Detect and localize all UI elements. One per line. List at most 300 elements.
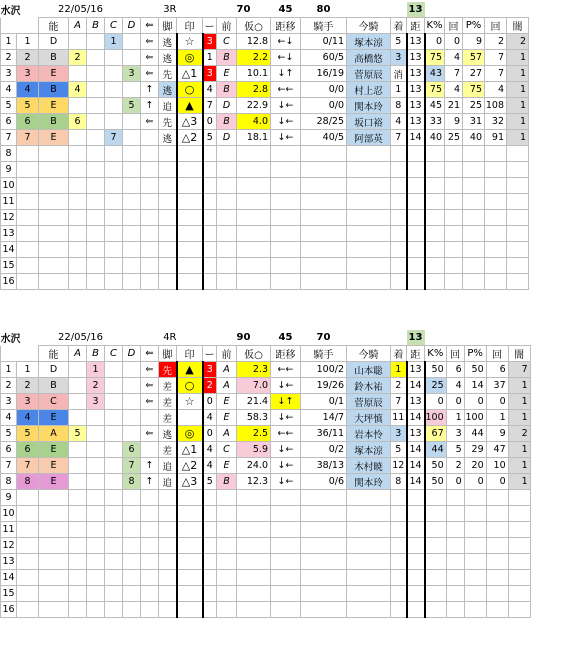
empty-cell (271, 554, 301, 570)
waku-number: 5 (17, 426, 39, 442)
k-count: 2 (446, 458, 464, 474)
empty-cell (425, 146, 445, 162)
p-count: 7 (485, 50, 507, 66)
empty-cell (507, 178, 529, 194)
empty-cell (217, 490, 237, 506)
empty-cell (87, 146, 105, 162)
empty-cell (347, 194, 391, 210)
empty-cell (425, 162, 445, 178)
jockey-stats: 40/5 (301, 130, 347, 146)
dark-index: 1 (508, 474, 530, 490)
horse-number: 3 (1, 66, 17, 82)
empty-cell (347, 162, 391, 178)
rank-d: 6 (123, 442, 141, 458)
rank-c (105, 394, 123, 410)
column-header: 回 (485, 18, 507, 34)
empty-cell (105, 570, 123, 586)
column-header: 回 (445, 18, 463, 34)
empty-cell (237, 274, 271, 290)
position-value: 4 (203, 82, 217, 98)
dark-index: 1 (508, 378, 530, 394)
empty-cell (347, 490, 391, 506)
finish-position: 5 (391, 442, 407, 458)
ability-rank: A (39, 426, 69, 442)
distance: 14 (407, 442, 425, 458)
k-percent: 33 (425, 114, 445, 130)
empty-cell (271, 538, 301, 554)
empty-cell (159, 586, 177, 602)
p-percent: 29 (464, 442, 486, 458)
horse-number: 9 (1, 490, 17, 506)
empty-cell (391, 194, 407, 210)
empty-cell (301, 242, 347, 258)
k-count: 25 (445, 130, 463, 146)
prediction-mark: ▲ (177, 362, 203, 378)
table-row (1, 442, 531, 458)
empty-cell (141, 226, 159, 242)
k-percent: 100 (425, 410, 447, 426)
empty-cell (486, 538, 508, 554)
distance-change: ←← (271, 362, 301, 378)
rank-a (69, 362, 87, 378)
jockey-stats: 0/6 (301, 474, 347, 490)
move-arrow (141, 442, 159, 458)
move-arrow: ⇐ (141, 394, 159, 410)
empty-cell (17, 162, 39, 178)
horse-number: 4 (1, 82, 17, 98)
horse-number: 10 (1, 178, 17, 194)
running-style: 差 (159, 394, 177, 410)
empty-cell (407, 554, 425, 570)
table-row (1, 570, 531, 586)
top-number-1: 90 (236, 332, 251, 343)
empty-cell (407, 178, 425, 194)
distance: 14 (407, 474, 425, 490)
empty-cell (301, 258, 347, 274)
rank-b: 1 (87, 362, 105, 378)
empty-cell (87, 506, 105, 522)
distance: 14 (407, 410, 425, 426)
move-arrow: ⇐ (141, 114, 159, 130)
empty-cell (203, 242, 217, 258)
empty-cell (123, 602, 141, 618)
empty-cell (445, 258, 463, 274)
position-value: 7 (203, 98, 217, 114)
race-3r-table (0, 2, 529, 290)
empty-cell (237, 226, 271, 242)
empty-cell (203, 146, 217, 162)
column-header: ⇐ (141, 18, 159, 34)
spacer (177, 2, 203, 18)
venue-title: 水沢 (0, 334, 21, 346)
k-count: 3 (446, 426, 464, 442)
empty-cell (87, 178, 105, 194)
empty-cell (39, 178, 69, 194)
empty-cell (141, 258, 159, 274)
column-header: A (69, 346, 87, 362)
jockey-name: 坂口裕 (347, 114, 391, 130)
table-row (1, 98, 529, 114)
distance-change: ←↓ (271, 50, 301, 66)
empty-cell (123, 506, 141, 522)
prediction-mark: ◎ (177, 426, 203, 442)
jockey-stats: 0/2 (301, 442, 347, 458)
column-header: 闇 (507, 18, 529, 34)
empty-cell (237, 146, 271, 162)
empty-cell (217, 242, 237, 258)
horse-number: 4 (1, 410, 17, 426)
distance-change: ↓← (271, 114, 301, 130)
empty-cell (69, 522, 87, 538)
empty-cell (159, 162, 177, 178)
empty-cell (17, 570, 39, 586)
rank-d: 7 (123, 458, 141, 474)
empty-cell (105, 554, 123, 570)
move-arrow: ⇐ (141, 362, 159, 378)
top-number-2: 45 (278, 4, 293, 15)
empty-cell (271, 570, 301, 586)
empty-cell (69, 178, 87, 194)
empty-cell (203, 570, 217, 586)
p-percent: 40 (463, 130, 485, 146)
previous-rank: D (217, 130, 237, 146)
column-header: D (123, 346, 141, 362)
column-header: K% (425, 18, 445, 34)
k-percent: 0 (425, 394, 447, 410)
empty-cell (301, 506, 347, 522)
column-header: 能 (39, 346, 69, 362)
horse-number: 16 (1, 602, 17, 618)
column-header: ⇐ (141, 346, 159, 362)
empty-cell (237, 162, 271, 178)
empty-cell (271, 194, 301, 210)
k-count: 4 (445, 50, 463, 66)
p-count: 7 (485, 66, 507, 82)
jockey-name: 高橋悠 (347, 50, 391, 66)
empty-cell (39, 602, 69, 618)
empty-cell (271, 210, 301, 226)
rank-b (87, 410, 105, 426)
column-header: 脚 (159, 346, 177, 362)
tentative-odds: 18.1 (237, 130, 271, 146)
tentative-odds: 12.3 (237, 474, 271, 490)
column-header: 今騎 (347, 18, 391, 34)
previous-rank: E (217, 458, 237, 474)
k-percent: 50 (425, 458, 447, 474)
tentative-odds: 24.0 (237, 458, 271, 474)
empty-cell (425, 258, 445, 274)
empty-cell (391, 538, 407, 554)
distance: 13 (407, 394, 425, 410)
empty-cell (445, 194, 463, 210)
column-header: 距 (407, 18, 425, 34)
empty-cell (39, 242, 69, 258)
p-percent: 75 (463, 82, 485, 98)
horse-number: 3 (1, 394, 17, 410)
rank-a (69, 34, 87, 50)
empty-cell (407, 522, 425, 538)
empty-cell (123, 210, 141, 226)
empty-cell (391, 162, 407, 178)
empty-cell (301, 162, 347, 178)
prediction-mark: △1 (177, 442, 203, 458)
dark-index: 1 (507, 50, 529, 66)
dark-index: 1 (507, 66, 529, 82)
finish-position: 7 (391, 130, 407, 146)
empty-cell (347, 226, 391, 242)
empty-cell (87, 522, 105, 538)
empty-cell (391, 274, 407, 290)
tentative-odds: 7.0 (237, 378, 271, 394)
jockey-name: 塚本涼 (347, 442, 391, 458)
empty-cell (301, 490, 347, 506)
rank-d (123, 82, 141, 98)
race-date: 22/05/16 (58, 332, 103, 343)
empty-cell (271, 178, 301, 194)
empty-cell (87, 274, 105, 290)
finish-position: 12 (391, 458, 407, 474)
column-header: 前 (217, 346, 237, 362)
column-header: 印 (177, 18, 203, 34)
k-count: 6 (446, 362, 464, 378)
empty-cell (301, 194, 347, 210)
empty-cell (87, 570, 105, 586)
empty-cell (237, 242, 271, 258)
spacer (177, 330, 203, 346)
distance: 13 (407, 98, 425, 114)
empty-cell (464, 490, 486, 506)
empty-cell (391, 570, 407, 586)
empty-cell (237, 194, 271, 210)
column-header: B (87, 346, 105, 362)
waku-number: 5 (17, 98, 39, 114)
rank-d (123, 378, 141, 394)
distance: 14 (407, 458, 425, 474)
empty-cell (271, 226, 301, 242)
column-header: P% (463, 18, 485, 34)
rank-c (105, 442, 123, 458)
ability-rank: E (39, 474, 69, 490)
empty-cell (87, 602, 105, 618)
position-value: 2 (203, 378, 217, 394)
rank-c (105, 66, 123, 82)
empty-cell (507, 258, 529, 274)
previous-rank: E (217, 66, 237, 82)
empty-cell (17, 146, 39, 162)
previous-rank: A (217, 426, 237, 442)
empty-cell (69, 210, 87, 226)
empty-cell (217, 538, 237, 554)
empty-cell (425, 554, 447, 570)
empty-cell (464, 522, 486, 538)
empty-cell (463, 226, 485, 242)
jockey-stats: 28/25 (301, 114, 347, 130)
rank-c: 1 (105, 34, 123, 50)
empty-cell (217, 162, 237, 178)
empty-cell (141, 570, 159, 586)
empty-cell (446, 538, 464, 554)
empty-cell (407, 146, 425, 162)
p-percent: 0 (464, 474, 486, 490)
empty-cell (105, 490, 123, 506)
prediction-mark: ☆ (177, 34, 203, 50)
empty-cell (177, 490, 203, 506)
empty-cell (87, 586, 105, 602)
header-blank (1, 346, 39, 362)
empty-cell (217, 210, 237, 226)
empty-cell (347, 258, 391, 274)
rank-d (123, 426, 141, 442)
empty-cell (87, 210, 105, 226)
empty-cell (425, 602, 447, 618)
distance-change: ↓← (271, 458, 301, 474)
rank-d (123, 50, 141, 66)
empty-cell (87, 194, 105, 210)
empty-cell (463, 210, 485, 226)
horse-number: 15 (1, 586, 17, 602)
running-style: 逃 (159, 50, 177, 66)
p-count: 2 (485, 34, 507, 50)
column-header: 脚 (159, 18, 177, 34)
tentative-odds: 12.8 (237, 34, 271, 50)
empty-cell (347, 506, 391, 522)
position-value: 5 (203, 130, 217, 146)
distance: 13 (407, 426, 425, 442)
empty-cell (407, 274, 425, 290)
empty-cell (407, 194, 425, 210)
rank-c (105, 50, 123, 66)
rank-b (87, 34, 105, 50)
rank-a: 2 (69, 50, 87, 66)
p-percent: 44 (464, 426, 486, 442)
empty-cell (425, 586, 447, 602)
ability-rank: E (39, 66, 69, 82)
empty-cell (177, 586, 203, 602)
empty-cell (407, 538, 425, 554)
column-header: P% (464, 346, 486, 362)
prediction-mark: △3 (177, 474, 203, 490)
empty-cell (203, 602, 217, 618)
column-header: 回 (486, 346, 508, 362)
empty-cell (203, 522, 217, 538)
empty-cell (17, 602, 39, 618)
running-style: 追 (159, 474, 177, 490)
empty-cell (69, 506, 87, 522)
rank-b (87, 98, 105, 114)
table-row (1, 522, 531, 538)
p-percent: 0 (464, 394, 486, 410)
empty-cell (177, 146, 203, 162)
venue-title: 水沢 (0, 6, 21, 18)
empty-cell (237, 538, 271, 554)
previous-rank: E (217, 410, 237, 426)
empty-cell (177, 554, 203, 570)
horse-number: 6 (1, 442, 17, 458)
ability-rank: E (39, 442, 69, 458)
empty-cell (203, 274, 217, 290)
position-value: 0 (203, 426, 217, 442)
empty-cell (39, 554, 69, 570)
column-header: K% (425, 346, 447, 362)
rank-c (105, 410, 123, 426)
empty-cell (141, 242, 159, 258)
empty-cell (445, 242, 463, 258)
empty-cell (463, 258, 485, 274)
empty-cell (105, 258, 123, 274)
empty-cell (105, 178, 123, 194)
empty-cell (485, 210, 507, 226)
empty-cell (347, 570, 391, 586)
horse-number: 1 (1, 362, 17, 378)
tentative-odds: 2.8 (237, 82, 271, 98)
horse-number: 2 (1, 378, 17, 394)
table-row (1, 226, 529, 242)
empty-cell (203, 210, 217, 226)
empty-cell (159, 274, 177, 290)
move-arrow (141, 130, 159, 146)
empty-cell (347, 538, 391, 554)
dark-index: 1 (508, 458, 530, 474)
distance: 13 (407, 66, 425, 82)
dark-index: 1 (508, 442, 530, 458)
k-count: 9 (445, 114, 463, 130)
move-arrow: ↑ (141, 82, 159, 98)
rank-b (87, 426, 105, 442)
empty-cell (407, 570, 425, 586)
distance: 13 (407, 34, 425, 50)
prediction-mark: ○ (177, 378, 203, 394)
empty-cell (39, 570, 69, 586)
empty-cell (485, 258, 507, 274)
horse-number: 11 (1, 522, 17, 538)
p-count: 9 (486, 426, 508, 442)
rank-a (69, 130, 87, 146)
k-percent: 50 (425, 474, 447, 490)
table-row (1, 178, 529, 194)
empty-cell (159, 258, 177, 274)
empty-cell (391, 506, 407, 522)
dark-index: 2 (507, 34, 529, 50)
empty-cell (217, 586, 237, 602)
empty-cell (507, 242, 529, 258)
race-number: 3R (163, 4, 177, 15)
empty-cell (69, 194, 87, 210)
jockey-stats: 19/26 (301, 378, 347, 394)
table-row (1, 194, 529, 210)
empty-cell (347, 242, 391, 258)
waku-number: 1 (17, 34, 39, 50)
empty-cell (17, 506, 39, 522)
empty-cell (301, 226, 347, 242)
empty-cell (217, 146, 237, 162)
empty-cell (347, 178, 391, 194)
prediction-mark: ◎ (177, 50, 203, 66)
empty-cell (508, 490, 530, 506)
column-header: 騎手 (301, 18, 347, 34)
dark-index: 1 (508, 410, 530, 426)
move-arrow: ⇐ (141, 34, 159, 50)
empty-cell (177, 210, 203, 226)
empty-cell (271, 258, 301, 274)
tentative-odds: 10.1 (237, 66, 271, 82)
empty-cell (301, 554, 347, 570)
empty-cell (105, 522, 123, 538)
empty-cell (177, 178, 203, 194)
p-percent: 57 (463, 50, 485, 66)
empty-cell (425, 274, 445, 290)
column-header: 今騎 (347, 346, 391, 362)
empty-cell (445, 210, 463, 226)
